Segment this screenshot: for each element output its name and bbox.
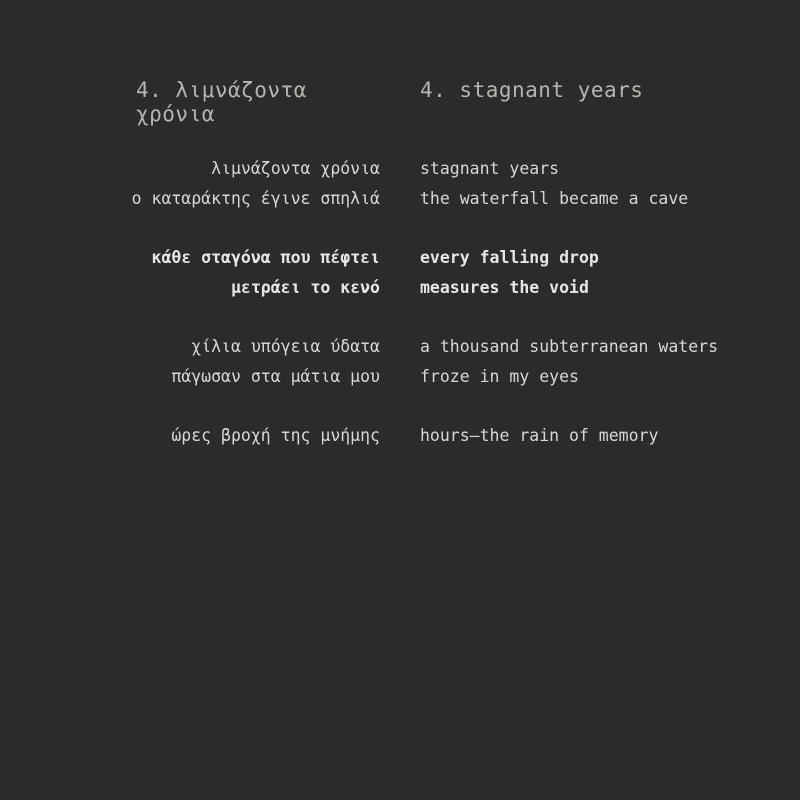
poem-line <box>0 184 800 214</box>
line-greek: μετράει το κενό <box>230 278 380 297</box>
poem-title-row <box>0 78 800 126</box>
poem-title-greek: 4. λιμνάζοντα χρόνια <box>136 78 307 126</box>
line-english: hours—the rain of memory <box>420 426 659 445</box>
line-greek: πάγωσαν στα μάτια μου <box>171 367 380 386</box>
stanza-1 <box>0 154 800 214</box>
poem-line <box>0 421 800 451</box>
poem-body <box>0 78 800 480</box>
line-greek: ώρες βροχή της μνήμης <box>171 426 380 445</box>
line-english: stagnant years <box>420 159 560 178</box>
stanza-3 <box>0 332 800 392</box>
line-english: measures the void <box>420 278 589 297</box>
stanza-2 <box>0 243 800 303</box>
line-english: froze in my eyes <box>420 367 579 386</box>
poem-line <box>0 332 800 362</box>
poem-line <box>0 154 800 184</box>
poem-line <box>0 362 800 392</box>
stanza-4 <box>0 421 800 451</box>
poem-title-english: 4. stagnant years <box>420 78 644 102</box>
poem-line <box>0 243 800 273</box>
line-greek: χίλια υπόγεια ύδατα <box>191 337 380 356</box>
line-greek: λιμνάζοντα χρόνια <box>211 159 380 178</box>
line-english: a thousand subterranean waters <box>420 337 719 356</box>
line-english: every falling drop <box>420 248 599 267</box>
line-greek: ο καταράκτης έγινε σπηλιά <box>131 189 380 208</box>
poem-line <box>0 273 800 303</box>
line-english: the waterfall became a cave <box>420 189 689 208</box>
line-greek: κάθε σταγόνα που πέφτει <box>151 248 380 267</box>
